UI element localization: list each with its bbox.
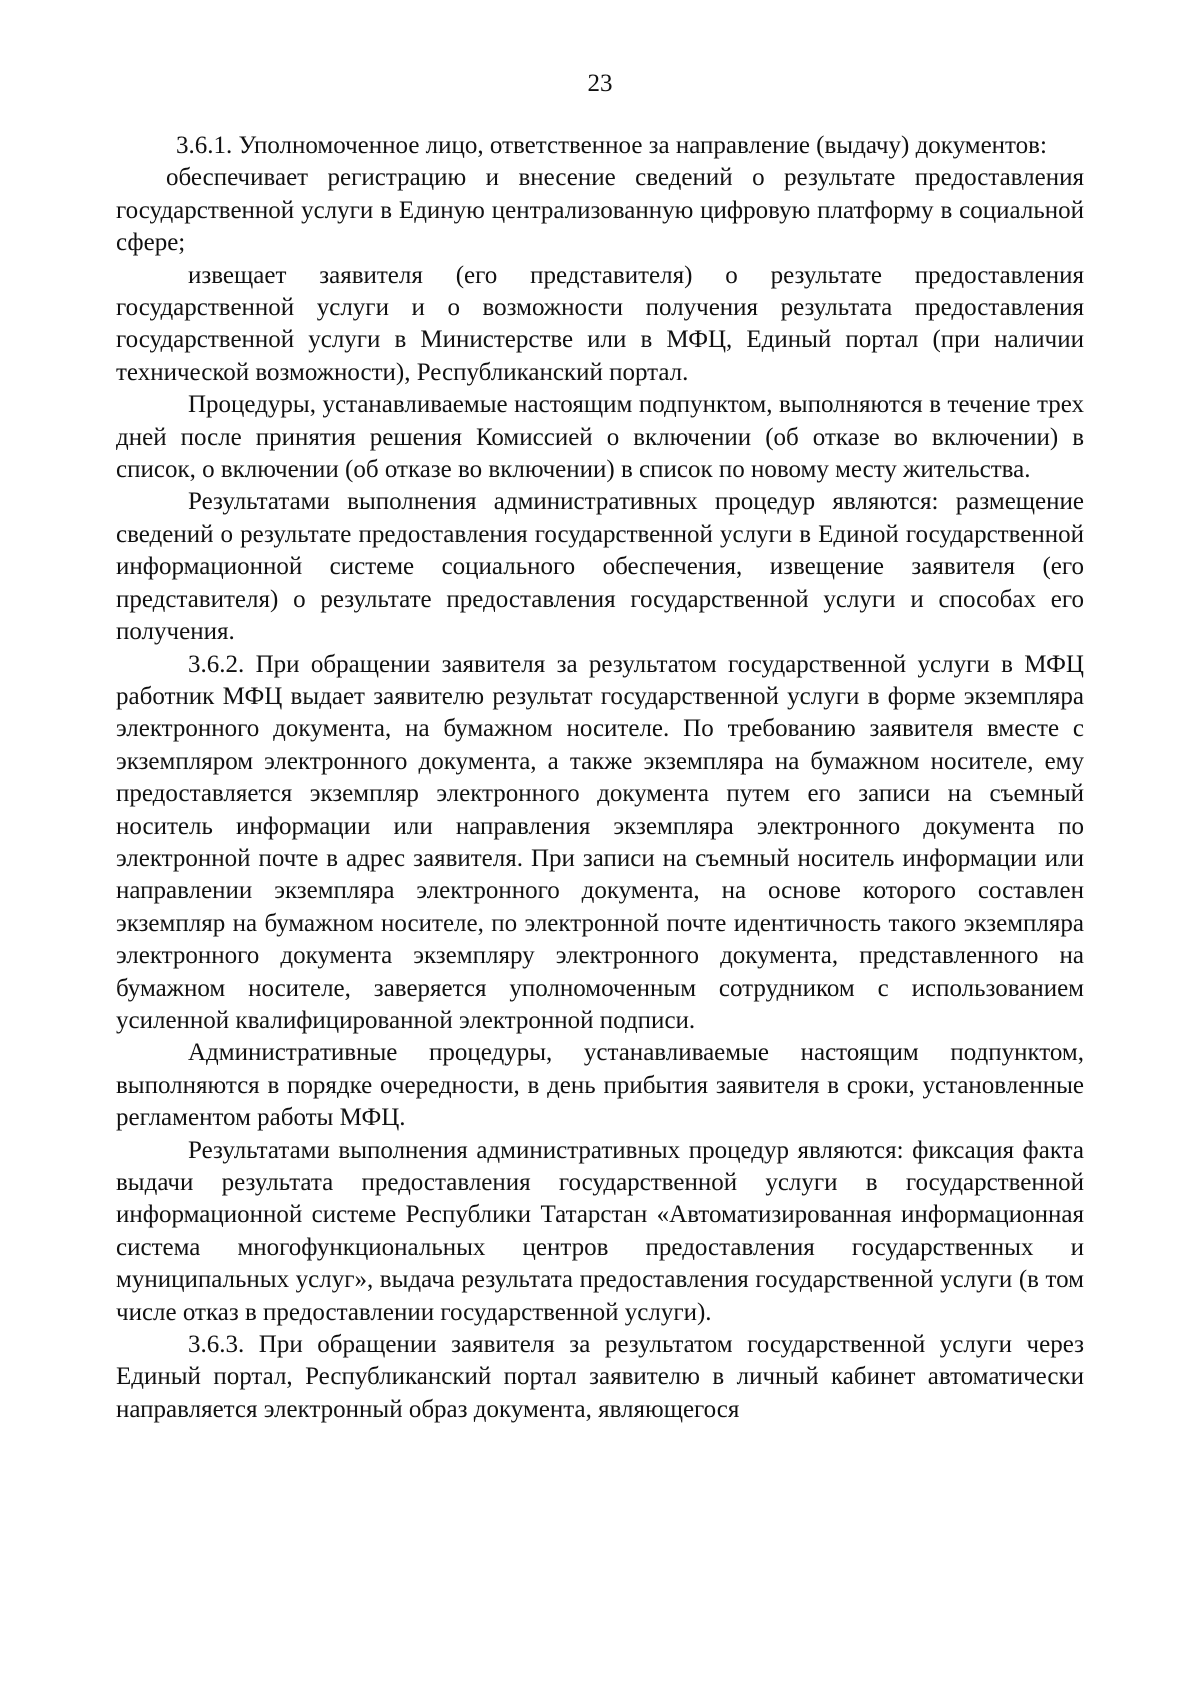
page-number: 23 (587, 70, 613, 97)
paragraph-3-6-2: 3.6.2. При обращении заявителя за результатом государственной услуги в МФЦ работник МФЦ выдает заявителю результат государственной услуги в форме экземпляра электронного документа, на бумажном носителе. По требованию заявителя вместе с экземпляром электронного документа, а также экземпляра на бумажном носителе, ему предоставляется экземпляр электронного документа путем его записи на съемный носитель информации или направления экземпляра электронного документа по электронной почте в адрес заявителя. При записи на съемный носитель информации или направлении экземпляра электронного документа, на основе которого составлен экземпляр на бумажном носителе, по электронной почте идентичность такого экземпляра электронного документа экземпляру электронного документа, представленного на бумажном носителе, заверяется уполномоченным сотрудником с использованием усиленной квалифицированной электронной подписи. (116, 650, 1084, 1034)
paragraph-results-1: Результатами выполнения административных процедур являются: размещение сведений о результате предоставления государственной услуги в Единой государственной информационной системе социального обеспечения, извещение заявителя (его представителя) о результате предоставления государственной услуги и способах его получения. (116, 488, 1084, 646)
paragraph-notification: извещает заявителя (его представителя) о результате предоставления государственной услуги и о возможности получения результата предоставления государственной услуги в Министерстве или в МФЦ, Единый портал (при наличии технической возможности), Республиканский портал. (116, 261, 1084, 386)
paragraph-registration: обеспечивает регистрацию и внесение сведений о результате предоставления государственной услуги в Единую централизованную цифровую платформу в социальной сфере; (116, 164, 1084, 257)
paragraph-procedure-terms: Процедуры, устанавливаемые настоящим подпунктом, выполняются в течение трех дней после принятия решения Комиссией о включении (об отказе во включении) в список, о включении (об отказе во включении) в список по новому месту жительства. (116, 391, 1084, 484)
paragraph-3-6-1-heading: 3.6.1. Уполномоченное лицо, ответственное за направление (выдачу) документов: (176, 132, 1047, 159)
paragraph-admin-procedures: Административные процедуры, устанавливаемые настоящим подпунктом, выполняются в порядке очередности, в день прибытия заявителя в сроки, установленные регламентом работы МФЦ. (116, 1039, 1084, 1132)
document-body (116, 130, 1084, 1426)
paragraph-3-6-3: 3.6.3. При обращении заявителя за результатом государственной услуги через Единый портал, Республиканский портал заявителю в личный кабинет автоматически направляется электронный образ документа, являющегося (116, 1331, 1084, 1423)
paragraph-results-2: Результатами выполнения административных процедур являются: фиксация факта выдачи результата предоставления государственной услуги в государственной информационной системе Республики Татарстан «Автоматизированная информационная система многофункциональных центров предоставления государственных и муниципальных услуг», выдача результата предоставления государственной услуги (в том числе отказ в предоставлении государственной услуги). (116, 1136, 1084, 1326)
